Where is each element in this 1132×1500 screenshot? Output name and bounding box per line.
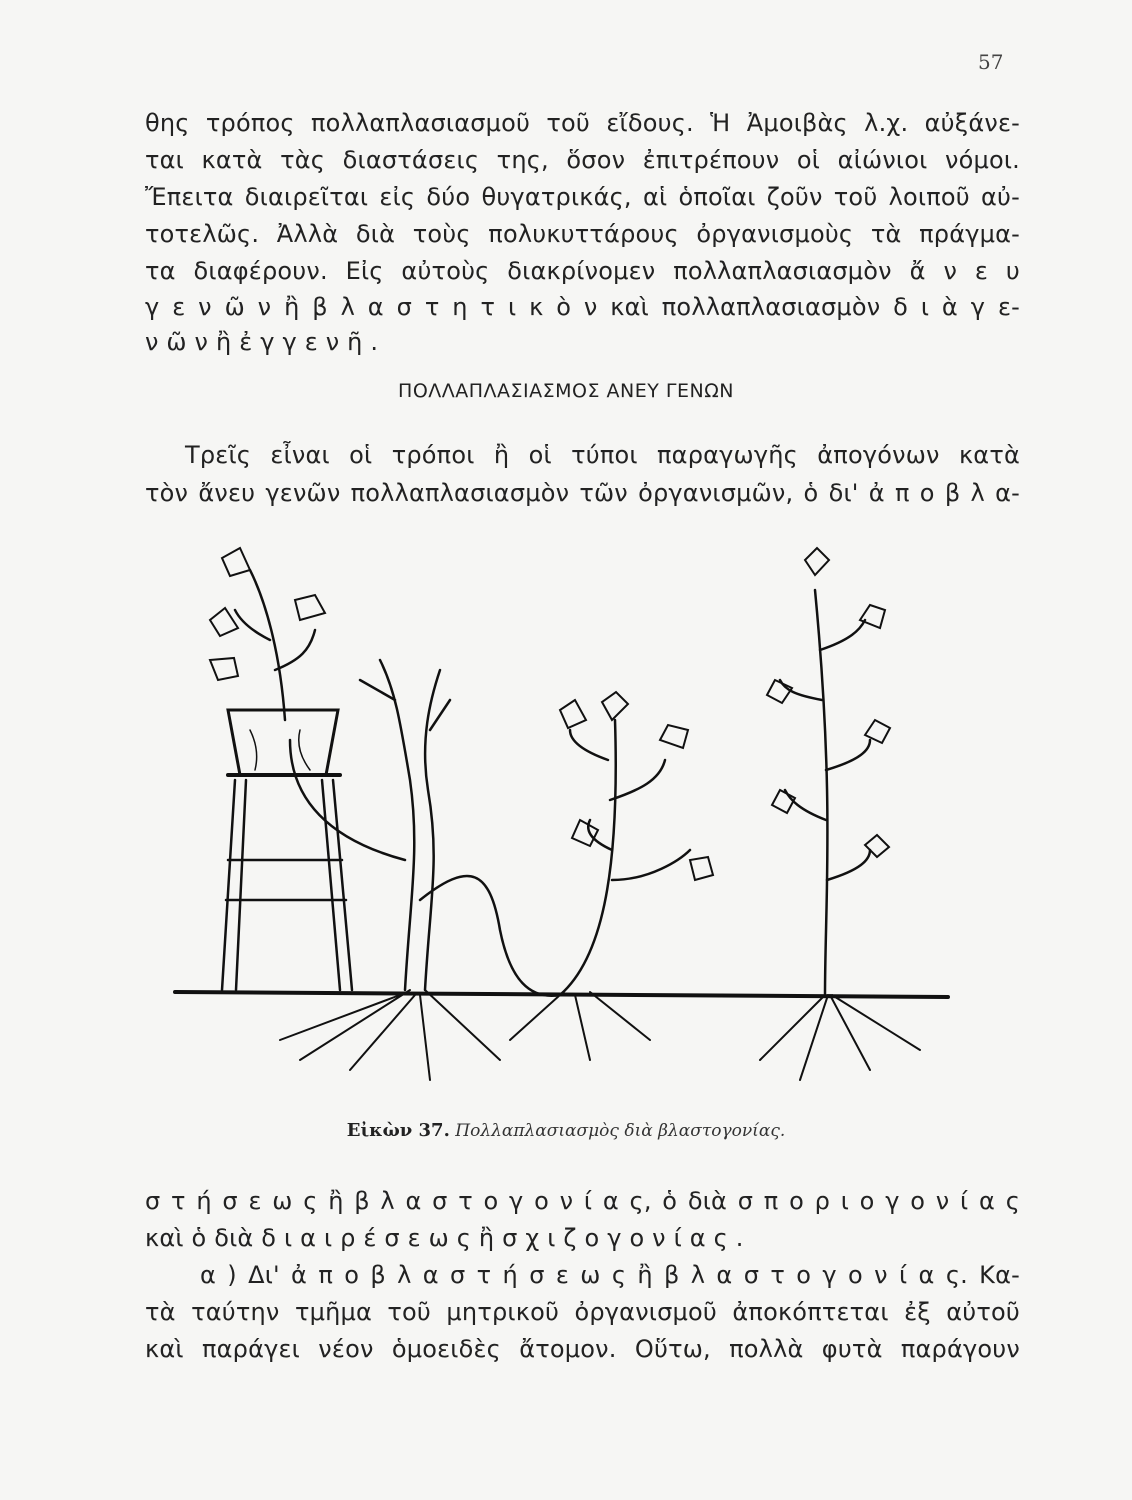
text-line: καὶ παράγει νέον ὁμοειδὲς ἄτομον. Οὕτω, πολλὰ φυτὰ παράγουν	[145, 1335, 1020, 1363]
text-line: ται κατὰ τὰς διαστάσεις της, ὅσον ἐπιτρέπουν οἱ αἰώνιοι νόμοι.	[145, 146, 1020, 174]
section-heading: ΠΟΛΛΑΠΛΑΣΙΑΣΜΟΣ ΑΝΕΥ ΓΕΝΩΝ	[398, 380, 734, 402]
layered-plant	[510, 692, 713, 1060]
page-number: 57	[978, 50, 1004, 74]
text-line: καὶ ὁ διὰ δ ι α ι ρ έ σ ε ω ς ἢ σ χ ι ζ ο γ ο ν ί α ς .	[145, 1224, 744, 1252]
text-line: ν ῶ ν ἢ ἐ γ γ ε ν ῆ .	[145, 328, 379, 356]
text-line: Ἔπειτα διαιρεῖται εἰς δύο θυγατρικάς, αἱ ὁποῖαι ζοῦν τοῦ λοιποῦ αὐ-	[145, 183, 1020, 211]
text-line: γ ε ν ῶ ν ἢ β λ α σ τ η τ ι κ ὸ ν καὶ πολλαπλασιασμὸν δ ι ὰ γ ε-	[145, 293, 1020, 321]
text-line: τὸν ἄνευ γενῶν πολλαπλασιασμὸν τῶν ὀργανισμῶν, ὁ δι' ἀ π ο β λ α-	[145, 479, 1020, 507]
stool	[222, 775, 352, 990]
new-plant	[760, 548, 920, 1080]
potted-shoot	[210, 548, 325, 720]
mother-plant	[280, 660, 560, 1080]
text-line: τὰ ταύτην τμῆμα τοῦ μητρικοῦ ὀργανισμοῦ ἀποκόπτεται ἐξ αὐτοῦ	[145, 1298, 1020, 1326]
pot	[228, 710, 338, 775]
text-line: α ) Δι' ἀ π ο β λ α σ τ ή σ ε ω ς ἢ β λ α σ τ ο γ ο ν ί α ς. Κα-	[200, 1261, 1020, 1289]
figure-label: Εἰκὼν 37.	[346, 1120, 450, 1141]
text-line: τοτελῶς. Ἀλλὰ διὰ τοὺς πολυκυττάρους ὀργανισμοὺς τὰ πράγμα-	[145, 220, 1020, 248]
text-line: τα διαφέρουν. Εἰς αὐτοὺς διακρίνομεν πολλαπλασιασμὸν ἄ ν ε υ	[145, 257, 1020, 285]
text-line: Τρεῖς εἶναι οἱ τρόποι ἢ οἱ τύποι παραγωγῆς ἀπογόνων κατὰ	[185, 441, 1020, 469]
text-line: θης τρόπος πολλαπλασιασμοῦ τοῦ εἴδους. Ἡ Ἀμοιβὰς λ.χ. αὐξάνε-	[145, 109, 1020, 137]
text-line: σ τ ή σ ε ω ς ἢ β λ α σ τ ο γ ο ν ί α ς, ὁ διὰ σ π ο ρ ι ο γ ο ν ί α ς	[145, 1187, 1020, 1215]
figure-caption-text: Πολλαπλασιασμὸς διὰ βλαστογονίας.	[455, 1121, 786, 1141]
figure-caption	[0, 1120, 1132, 1141]
